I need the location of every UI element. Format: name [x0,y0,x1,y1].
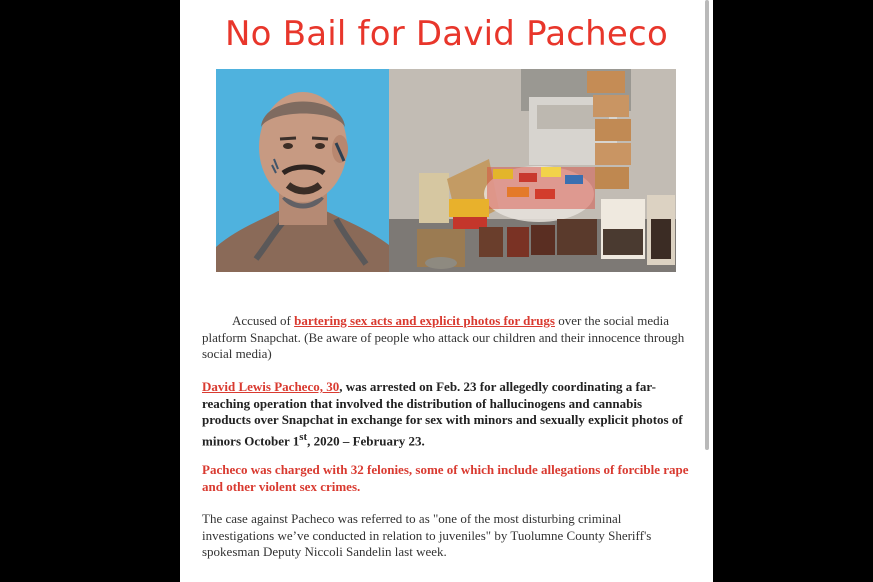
name-link[interactable]: David Lewis Pacheco, 30 [202,379,340,394]
bartering-link[interactable]: bartering sex acts and explicit photos for drugs [294,313,555,328]
paragraph-accusation-prefix: Accused of [232,313,295,328]
paragraph-arrest-sup: st [299,431,308,444]
vertical-scrollbar[interactable] [705,0,709,450]
paragraph-arrest-text: , was arrested on Feb. 23 for allegedly coordinating a far-reaching operation that involved the distribution of hallucinogens and cannabis products over Snapchat in exchange for sex with minors and sexually explicit photos of minors October 1 [202,379,683,449]
paragraph-accusation-suffix: over the social media platform Snapchat. (Be aware of people who attack our children and their innocence through social media) [202,313,685,362]
paragraph-charges: Pacheco was charged with 32 felonies, some of which include allegations of forcible rape and other violent sex crimes. [202,462,689,494]
paragraph-accusation [202,313,692,363]
paragraph-arrest-end: , 2020 – February 23. [307,433,425,449]
photo-collage [216,69,676,272]
document-page [180,0,713,582]
headline: No Bail for David Pacheco [225,14,668,54]
paragraph-quote: The case against Pacheco was referred to as "one of the most disturbing criminal investigations we’ve conducted in relation to juveniles" by Tuolumne County Sheriff's spokesman Deputy Niccoli Sandelin last week. [202,511,652,560]
mugshot-photo [216,69,389,272]
evidence-photo [389,69,676,272]
paragraph-arrest [202,379,692,450]
